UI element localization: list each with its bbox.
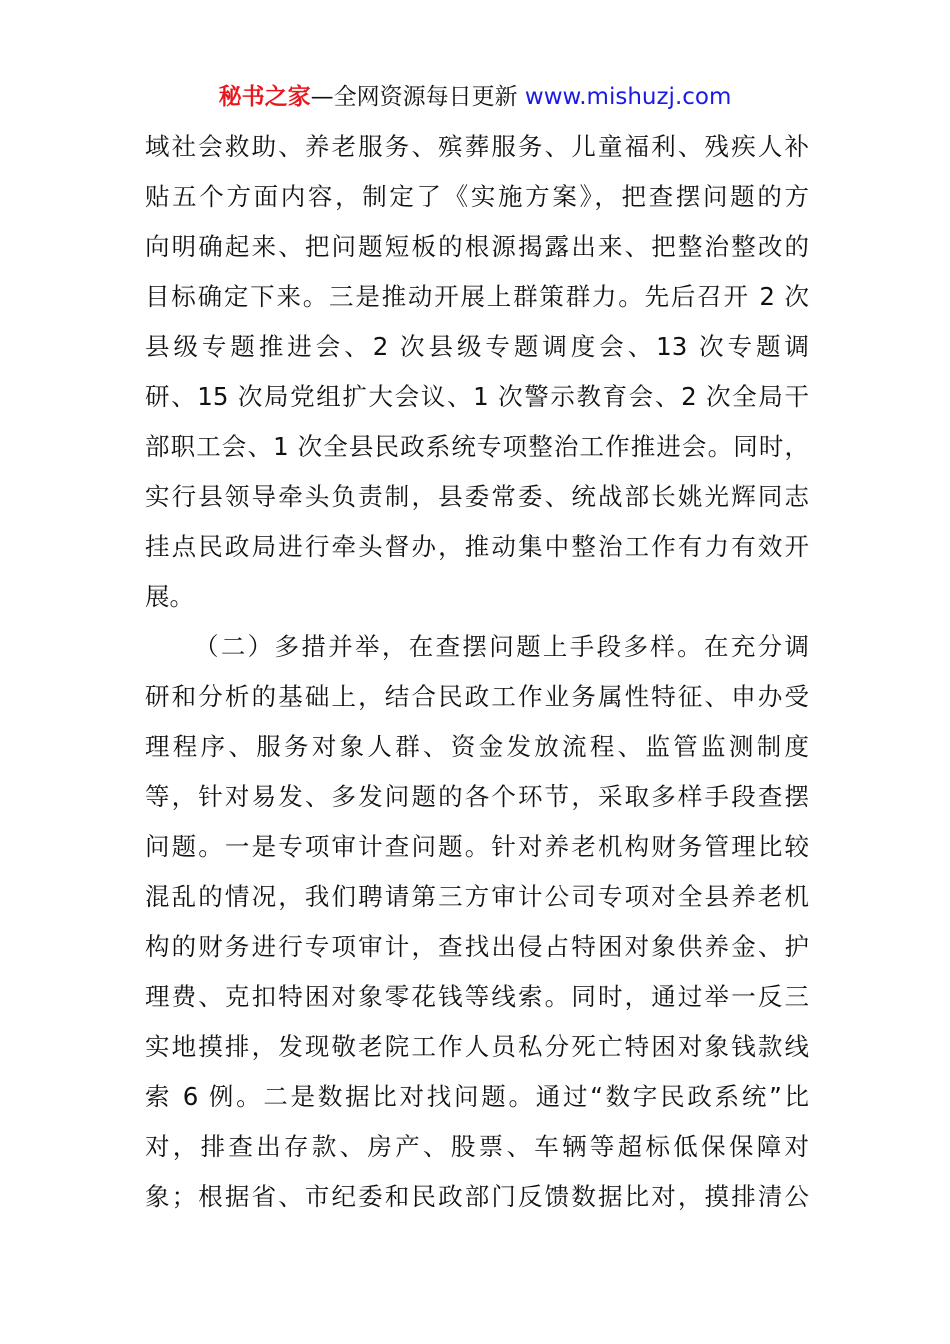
text-line: 研、15 次局党组扩大会议、1 次警示教育会、2 次全局干: [145, 382, 809, 411]
text-line: 问题。一是专项审计查问题。针对养老机构财务管理比较: [145, 832, 809, 861]
section-heading-line: （二）多措并举，在查摆问题上手段多样。在充分调: [194, 632, 809, 661]
text-line: 贴五个方面内容，制定了《实施方案》，把查摆问题的方: [145, 182, 809, 211]
text-line: 实地摸排，发现敬老院工作人员私分死亡特困对象钱款线: [145, 1032, 809, 1061]
text-line: 域社会救助、养老服务、殡葬服务、儿童福利、残疾人补: [145, 132, 809, 161]
text-line: 等，针对易发、多发问题的各个环节，采取多样手段查摆: [145, 782, 809, 811]
text-line: 挂点民政局进行牵头督办，推动集中整治工作有力有效开: [145, 532, 809, 561]
text-line: 展。: [145, 582, 194, 611]
text-line: 实行县领导牵头负责制，县委常委、统战部长姚光辉同志: [145, 482, 809, 511]
text-line: 向明确起来、把问题短板的根源揭露出来、把整治整改的: [145, 232, 809, 261]
site-url-link[interactable]: www.mishuzj.com: [524, 84, 732, 110]
text-line: 研和分析的基础上，结合民政工作业务属性特征、申办受: [145, 682, 809, 711]
text-line: 象；根据省、市纪委和民政部门反馈数据比对，摸排清公: [145, 1182, 809, 1211]
header-tagline: —全网资源每日更新: [310, 84, 525, 110]
text-line: 对，排查出存款、房产、股票、车辆等超标低保保障对: [145, 1132, 809, 1161]
text-line: 索 6 例。二是数据比对找问题。通过“数字民政系统”比: [145, 1082, 809, 1111]
text-line: 理费、克扣特困对象零花钱等线索。同时，通过举一反三: [145, 982, 809, 1011]
site-header: [0, 80, 950, 114]
text-line: 混乱的情况，我们聘请第三方审计公司专项对全县养老机: [145, 882, 809, 911]
text-line: 部职工会、1 次全县民政系统专项整治工作推进会。同时，: [145, 432, 809, 461]
text-line: 县级专题推进会、2 次县级专题调度会、13 次专题调: [145, 332, 809, 361]
brand-name: 秘书之家: [218, 84, 311, 110]
text-line: 理程序、服务对象人群、资金发放流程、监管监测制度: [145, 732, 809, 761]
text-line: 目标确定下来。三是推动开展上群策群力。先后召开 2 次: [145, 282, 809, 311]
text-line: 构的财务进行专项审计，查找出侵占特困对象供养金、护: [145, 932, 809, 961]
